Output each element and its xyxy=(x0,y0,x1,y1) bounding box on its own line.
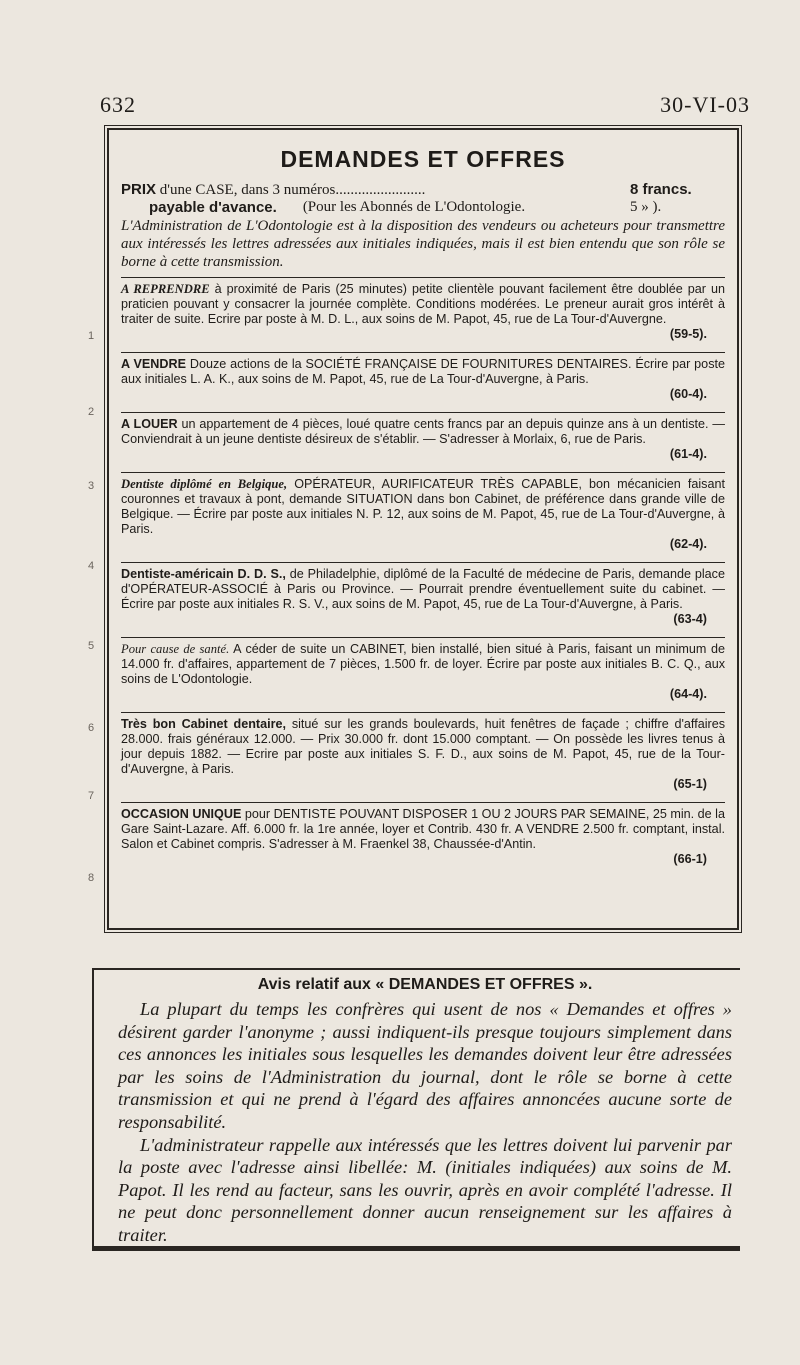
divider xyxy=(121,637,725,638)
divider xyxy=(121,562,725,563)
margin-number: 5 xyxy=(88,640,95,652)
notice-paragraph: L'administrateur rappelle aux intéressés que les lettres doivent lui parvenir par la poste avec l'adresse ainsi libellée: M. (initiales indiquées) aux soins de M. Papot. Il les rend au facteur, sans les ouvrir, après en avoir complété l'adresse. Il ne peut donc personnellement donner aucun renseignement sur les affaires à traiter. xyxy=(118,1134,732,1245)
page-header xyxy=(100,92,750,122)
issue-date: 30-VI-03 xyxy=(660,92,750,117)
divider xyxy=(121,472,725,473)
price-line2-text: (Pour les Abonnés de L'Odontologie. xyxy=(302,199,526,215)
margin-number: 7 xyxy=(88,790,95,802)
divider xyxy=(121,802,725,803)
ad-item: OCCASION UNIQUE pour DENTISTE POUVANT DISPOSER 1 OU 2 JOURS PAR SEMAINE, 25 min. de la Gare Saint-Lazare. Aff. 6.000 fr. la 1re année, loyer et Contrib. 430 fr. A VENDRE 2.500 fr. comptant, instal. Salon et Cabinet compris. S'adresser à M. Fraenkel 38, Chaussée-d'Antin. (66-1) xyxy=(121,807,725,866)
notice-title: Avis relatif aux « DEMANDES ET OFFRES ». xyxy=(257,976,593,993)
ad-ref: (63-4) xyxy=(673,612,707,626)
ad-ref: (61-4). xyxy=(669,447,707,461)
ad-item: Dentiste-américain D. D. S., de Philadelphie, diplômé de la Faculté de médecine de Paris, demande place d'OPÉRATEUR-ASSOCIÉ à Paris ou Province. — Pourrait prendre éventuellement suite du cabinet. — Écrire par poste aux initiales R. S. V., aux soins de M. Papot, 45, rue de La Tour-d'Auvergne, à Paris. (63-4) xyxy=(121,567,725,626)
notice-paragraph: La plupart du temps les confrères qui usent de nos « Demandes et offres » désirent garder l'anonyme ; aussi indiquent-ils presque toujours simplement dans ces annonces les initiales sous lesquelles les demandes doivent leur être adressées par les soins de l'Administration du journal, dont le rôle se borne à cette transmission et qui ne prend à l'égard des affaires annoncées aucune sorte de responsabilité. xyxy=(118,999,732,1132)
margin-number: 8 xyxy=(88,872,95,884)
price-label: PRIX xyxy=(121,181,157,198)
ad-ref: (62-4). xyxy=(669,537,707,551)
ad-item: A VENDRE Douze actions de la SOCIÉTÉ FRANÇAISE DE FOURNITURES DENTAIRES. Écrire par poste aux initiales L. A. K., aux soins de M. Papot, 45, rue de La Tour-d'Auvergne, à Paris. (60-4). xyxy=(121,357,725,401)
notice-box xyxy=(92,968,740,1251)
price-line1-text: d'une CASE, dans 3 numéros........................ xyxy=(159,182,426,198)
intro-text: L'Administration de L'Odontologie est à la disposition des vendeurs ou acheteurs pour transmettre aux intéressés les lettres adressées aux initiales indiquées, mais il est bien entendu que son rôle se borne à cette transmission. xyxy=(121,218,725,270)
ad-ref: (60-4). xyxy=(669,387,707,401)
ad-item: Pour cause de santé. A céder de suite un CABINET, bien installé, bien situé à Paris, faisant un minimum de 14.000 fr. d'affaires, appartement de 7 pièces, 1.500 fr. de loyer. Écrire par poste aux initiales B. C. Q., aux soins de L'Odontologie. (64-4). xyxy=(121,642,725,701)
price-block xyxy=(121,181,725,216)
divider xyxy=(121,712,725,713)
price-payable: payable d'avance. xyxy=(149,199,277,216)
divider xyxy=(121,412,725,413)
price-line1-amount: 8 francs. xyxy=(630,181,692,198)
ad-item: A REPRENDRE à proximité de Paris (25 minutes) petite clientèle pouvant facilement être doublée par un praticien pouvant y consacrer la journée complète. Conditions modérées. Le preneur aurait gros intérêt à traiter de suite. Ecrire par poste à M. D. L., aux soins de M. Papot, 45, rue de La Tour-d'Auvergne. (59-5). xyxy=(121,282,726,341)
page-number: 632 xyxy=(100,92,136,117)
demandes-offres-box xyxy=(107,128,739,930)
price-line2-amount: 5 » ). xyxy=(630,199,662,215)
margin-number: 2 xyxy=(88,406,95,418)
box-title: DEMANDES ET OFFRES xyxy=(280,146,566,172)
divider xyxy=(121,277,725,278)
ad-ref: (64-4). xyxy=(669,687,707,701)
margin-number: 6 xyxy=(88,722,95,734)
ad-item: Très bon Cabinet dentaire, situé sur les grands boulevards, huit fenêtres de façade ; chiffre d'affaires 28.000. frais généraux 12.000. — Prix 30.000 fr. dont 15.000 comptant. — On possède les livres tenus à jour depuis 1882. — Ecrire par poste aux initiales S. F. D., aux soins de M. Papot, 45, rue de la Tour-d'Auvergne, à Paris. (65-1) xyxy=(121,717,725,791)
ad-item: Dentiste diplômé en Belgique, OPÉRATEUR, AURIFICATEUR TRÈS CAPABLE, bon mécanicien faisant couronnes et travaux à pont, demande SITUATION dans bon Cabinet, de préférence dans grande ville de Belgique. — Écrire par poste aux initiales N. P. 12, aux soins de M. Papot, 45, rue de La Tour-d'Auvergne, à Paris. (62-4). xyxy=(121,477,725,551)
margin-number: 1 xyxy=(88,330,95,342)
ad-ref: (66-1) xyxy=(673,852,707,866)
divider xyxy=(121,352,725,353)
ad-ref: (59-5). xyxy=(669,327,707,341)
margin-number: 4 xyxy=(88,560,95,572)
ad-ref: (65-1) xyxy=(673,777,707,791)
ad-item: A LOUER un appartement de 4 pièces, loué quatre cents francs par an depuis quinze ans à un dentiste. — Conviendrait à un jeune dentiste désireux de s'établir. — S'adresser à Morlaix, 6, rue de Paris. (61-4). xyxy=(121,417,725,461)
margin-number: 3 xyxy=(88,480,95,492)
